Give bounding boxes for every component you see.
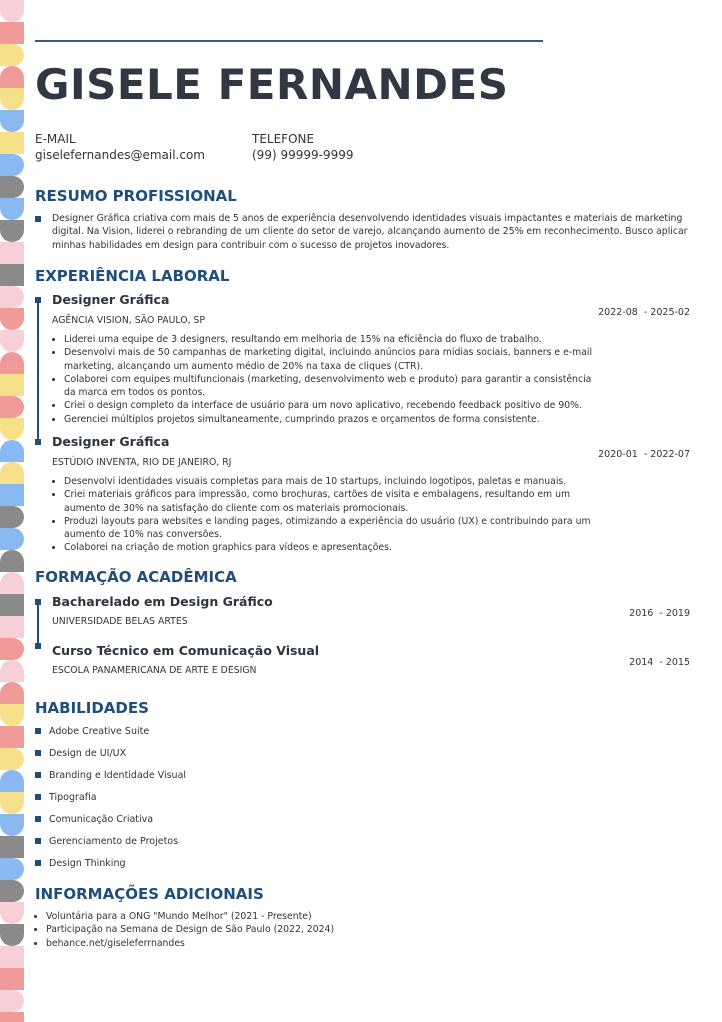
- email-label: E-MAIL: [35, 132, 76, 146]
- decorative-shape: [0, 946, 24, 968]
- decorative-shape: [0, 704, 24, 726]
- skill-bullet: [35, 794, 41, 800]
- decorative-shape-fill: [0, 330, 24, 352]
- decorative-shape: [0, 242, 24, 264]
- decorative-shape: [0, 132, 24, 154]
- decorative-shape: [0, 968, 24, 990]
- decorative-shape-fill: [0, 242, 24, 264]
- skill-label: Tipografia: [49, 792, 97, 803]
- job-bullet: • Gerenciei múltiplos projetos simultaneamente, cumprindo prazos e orçamentos de forma consistente.: [64, 413, 604, 426]
- education-entry: [35, 594, 690, 628]
- decorative-shape: [0, 726, 24, 748]
- additional-item[interactable]: • behance.net/giseleferrnandes: [46, 937, 586, 950]
- decorative-shape: [0, 528, 24, 550]
- decorative-shape-fill: [0, 154, 24, 176]
- summary-title: RESUMO PROFISSIONAL: [35, 187, 237, 205]
- decorative-shape: [0, 616, 24, 638]
- job-entry: [35, 434, 690, 555]
- decorative-shape-fill: [0, 264, 24, 286]
- decorative-shape-fill: [0, 176, 24, 198]
- decorative-shape-fill: [0, 616, 24, 638]
- decorative-shape-fill: [0, 594, 24, 616]
- decorative-shape-fill: [0, 990, 24, 1012]
- decorative-shape-fill: [0, 506, 24, 528]
- decorative-shape-fill: [0, 308, 24, 330]
- education-entry: [35, 643, 690, 677]
- decorative-shape-fill: [0, 396, 24, 418]
- additional-item: • Voluntária para a ONG "Mundo Melhor" (2021 - Presente): [46, 910, 586, 923]
- skill-label: Design Thinking: [49, 858, 126, 869]
- skills-title: HABILIDADES: [35, 699, 149, 717]
- decorative-shape-fill: [0, 660, 24, 682]
- decorative-shape-fill: [0, 198, 24, 220]
- education-school: UNIVERSIDADE BELAS ARTES: [52, 616, 188, 627]
- decorative-shape: [0, 550, 24, 572]
- job-bullet: • Desenvolvi identidades visuais completas para mais de 10 startups, incluindo logotipos, paletas e manuais.: [64, 475, 604, 488]
- job-dates: 2022-08 - 2025-02: [598, 307, 690, 318]
- skill-label: Comunicação Criativa: [49, 814, 154, 825]
- skill-label: Design de UI/UX: [49, 748, 127, 759]
- decorative-shape: [0, 88, 24, 110]
- decorative-shape: [0, 748, 24, 770]
- decorative-shape: [0, 880, 24, 902]
- job-role: Designer Gráfica: [52, 292, 170, 307]
- decorative-shape: [0, 924, 24, 946]
- decorative-shape: [0, 374, 24, 396]
- skill-label: Adobe Creative Suite: [49, 726, 150, 737]
- decorative-shape: [0, 572, 24, 594]
- decorative-shape-fill: [0, 946, 24, 968]
- decorative-shape-fill: [0, 550, 24, 572]
- additional-title: INFORMAÇÕES ADICIONAIS: [35, 885, 264, 903]
- education-degree: Bacharelado em Design Gráfico: [52, 594, 273, 609]
- decorative-shape-fill: [0, 836, 24, 858]
- decorative-shape: [0, 814, 24, 836]
- decorative-shape: [0, 594, 24, 616]
- job-bullet: • Produzi layouts para websites e landing pages, otimizando a experiência do usuário (UX) e contribuindo para um aumento de 10% nas conversões.: [64, 515, 604, 542]
- skill-bullet: [35, 838, 41, 844]
- decorative-shape-fill: [0, 220, 24, 242]
- decorative-shape: [0, 264, 24, 286]
- additional-item: • Participação na Semana de Design de São Paulo (2022, 2024): [46, 923, 586, 936]
- additional-block: [35, 910, 690, 950]
- decorative-shape: [0, 660, 24, 682]
- education-dates: 2016 - 2019: [629, 608, 690, 619]
- decorative-shape-fill: [0, 352, 24, 374]
- job-org: ESTÚDIO INVENTA, RIO DE JANEIRO, RJ: [52, 457, 232, 468]
- decorative-shape: [0, 440, 24, 462]
- education-title: FORMAÇÃO ACADÊMICA: [35, 568, 237, 586]
- decorative-shape-fill: [0, 418, 24, 440]
- decorative-shape-fill: [0, 286, 24, 308]
- decorative-shape-fill: [0, 814, 24, 836]
- job-bullet: • Desenvolvi mais de 50 campanhas de marketing digital, incluindo anúncios para mídias sociais, banners e e-mail marketing, alcançando um aumento médio de 20% na taxa de cliques (CTR).: [64, 346, 604, 373]
- header-rule: [35, 40, 543, 42]
- decorative-shape: [0, 858, 24, 880]
- decorative-shape: [0, 506, 24, 528]
- decorative-shape: [0, 44, 24, 66]
- decorative-shape-fill: [0, 748, 24, 770]
- job-bullet: • Liderei uma equipe de 3 designers, resultando em melhoria de 15% na eficiência do fluxo de trabalho.: [64, 333, 604, 346]
- decorative-shape: [0, 1012, 24, 1022]
- decorative-shape: [0, 418, 24, 440]
- skill-label: Branding e Identidade Visual: [49, 770, 187, 781]
- decorative-shape: [0, 110, 24, 132]
- decorative-shape-fill: [0, 968, 24, 990]
- job-bullets: [35, 333, 604, 426]
- decorative-shape-fill: [0, 638, 24, 660]
- summary-text: Designer Gráfica criativa com mais de 5 anos de experiência desenvolvendo identidades visuais impactantes e materiais de marketing digital. Na Vision, liderei o rebranding de um cliente do setor de varejo, alcançando aumento de 25% em reconhecimento. Busco aplicar minhas habilidades em design para contribuir com o sucesso de projetos inovadores.: [52, 213, 688, 251]
- decorative-shape-fill: [0, 88, 24, 110]
- decorative-shape-fill: [0, 924, 24, 946]
- decorative-shape-fill: [0, 374, 24, 396]
- decorative-shape: [0, 484, 24, 506]
- decorative-shape-fill: [0, 1012, 24, 1022]
- decorative-shape-fill: [0, 110, 24, 132]
- decorative-shape: [0, 66, 24, 88]
- decorative-shape: [0, 198, 24, 220]
- decorative-shape: [0, 308, 24, 330]
- decorative-shape-fill: [0, 572, 24, 594]
- job-bullet: • Criei o design completo da interface de usuário para um novo aplicativo, recebendo feedback positivo de 90%.: [64, 399, 604, 412]
- decorative-shape: [0, 902, 24, 924]
- job-bullet: • Colaborei na criação de motion graphics para vídeos e apresentações.: [64, 541, 604, 554]
- decorative-shape: [0, 462, 24, 484]
- job-bullet: • Criei materiais gráficos para impressão, como brochuras, cartões de visita e embalagens, resultando em um aumento de 30% na satisfação do cliente com os materiais promocionais.: [64, 488, 604, 515]
- skill-bullet: [35, 750, 41, 756]
- decorative-shape-fill: [0, 704, 24, 726]
- phone-contact: [252, 131, 354, 163]
- candidate-name: GISELE FERNANDES: [35, 60, 509, 109]
- decorative-shape-fill: [0, 22, 24, 44]
- decorative-shape-fill: [0, 858, 24, 880]
- decorative-shape: [0, 154, 24, 176]
- decorative-shape-fill: [0, 484, 24, 506]
- decorative-shape: [0, 682, 24, 704]
- decorative-shape-fill: [0, 44, 24, 66]
- skill-bullet: [35, 728, 41, 734]
- job-entry: [35, 292, 690, 426]
- job-bullets: [35, 475, 604, 555]
- job-role: Designer Gráfica: [52, 434, 170, 449]
- decorative-shape: [0, 836, 24, 858]
- decorative-shape-fill: [0, 528, 24, 550]
- decorative-shape: [0, 638, 24, 660]
- decorative-shape-fill: [0, 440, 24, 462]
- decorative-shape: [0, 396, 24, 418]
- job-dates: 2020-01 - 2022-07: [598, 449, 690, 460]
- decorative-shape-fill: [0, 66, 24, 88]
- decorative-shape-fill: [0, 462, 24, 484]
- decorative-shape: [0, 0, 24, 22]
- decorative-shape: [0, 176, 24, 198]
- decorative-shape: [0, 286, 24, 308]
- decorative-shape-strip: [0, 0, 24, 1022]
- experience-title: EXPERIÊNCIA LABORAL: [35, 267, 230, 285]
- decorative-shape: [0, 330, 24, 352]
- decorative-shape-fill: [0, 880, 24, 902]
- phone-value[interactable]: (99) 99999-9999: [252, 148, 354, 162]
- phone-label: TELEFONE: [252, 132, 315, 146]
- summary-bullet: [35, 216, 41, 222]
- decorative-shape: [0, 990, 24, 1012]
- job-org: AGÊNCIA VISION, SÃO PAULO, SP: [52, 315, 206, 326]
- summary-block: [35, 212, 690, 252]
- decorative-shape: [0, 220, 24, 242]
- decorative-shape: [0, 792, 24, 814]
- education-school: ESCOLA PANAMERICANA DE ARTE E DESIGN: [52, 665, 257, 676]
- skill-label: Gerenciamento de Projetos: [49, 836, 179, 847]
- decorative-shape-fill: [0, 792, 24, 814]
- decorative-shape: [0, 22, 24, 44]
- decorative-shape-fill: [0, 682, 24, 704]
- decorative-shape-fill: [0, 726, 24, 748]
- decorative-shape: [0, 770, 24, 792]
- decorative-shape-fill: [0, 770, 24, 792]
- decorative-shape-fill: [0, 0, 24, 22]
- additional-list: [35, 910, 586, 950]
- skill-bullet: [35, 816, 41, 822]
- education-dates: 2014 - 2015: [629, 657, 690, 668]
- decorative-shape-fill: [0, 902, 24, 924]
- education-degree: Curso Técnico em Comunicação Visual: [52, 643, 320, 658]
- decorative-shape: [0, 352, 24, 374]
- email-value[interactable]: giselefernandes@email.com: [35, 148, 205, 162]
- skill-bullet: [35, 860, 41, 866]
- email-contact: [35, 131, 205, 163]
- decorative-shape-fill: [0, 132, 24, 154]
- skill-bullet: [35, 772, 41, 778]
- job-bullet: • Colaborei com equipes multifuncionais (marketing, desenvolvimento web e produto) para garantir a consistência da marca em todos os pontos.: [64, 373, 604, 400]
